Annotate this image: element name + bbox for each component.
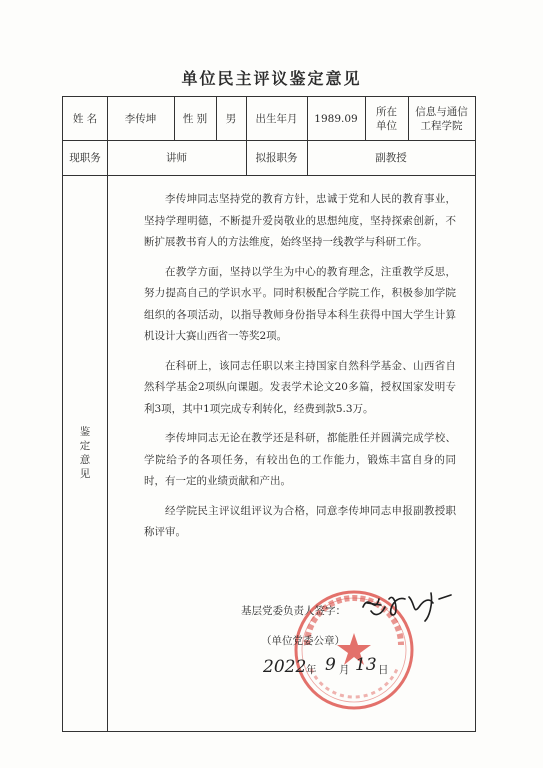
current-position-value: 讲师 (166, 151, 187, 164)
date-year: 2022 (263, 657, 307, 677)
gender-label: 性 别 (182, 112, 208, 125)
appraisal-body (144, 189, 456, 552)
appraisal-table (62, 96, 476, 732)
appraisal-paragraph: 在科研上，该同志任职以来主持国家自然科学基金、山西省自然科学基金2项纵向课题。发表学术论文20多篇，授权国家发明专利3项，其中1项完成专利转化，经费到款5.3万。 (144, 359, 456, 415)
appraisal-paragraph: 李传坤同志无论在教学还是科研，都能胜任并圆满完成学校、学院给予的各项任务，有较出色的工作能力，锻炼丰富自身的同时，有一定的业绩贡献和产出。 (144, 432, 456, 487)
appraisal-label: 鉴定意见 (79, 426, 91, 480)
unit-value: 信息与通信工程学院 (415, 105, 468, 132)
document-title: 单位民主评议鉴定意见 (181, 69, 362, 88)
row-divider (63, 175, 475, 176)
appraisal-paragraph: 李传坤同志坚持党的教育方针，忠诚于党和人民的教育事业，坚持学理明德，不断提升爱岗敬业的思想纯度，坚持探索创新，不断扩展教书育人的方法维度，始终坚持一线教学与科研工作。 (144, 193, 456, 248)
gender-value: 男 (225, 112, 237, 125)
birth-label: 出生年月 (255, 112, 298, 125)
date-month: 9 (325, 655, 336, 675)
current-position-label: 现职务 (69, 151, 101, 164)
appraisal-paragraph: 经学院民主评议组评议为合格，同意李传坤同志申报副教授职称评审。 (144, 504, 456, 538)
unit-label: 所在单位 (376, 105, 397, 132)
proposed-position-label: 拟报职务 (255, 151, 298, 164)
appraisal-paragraph: 在教学方面，坚持以学生为中心的教育理念，注重教学反思，努力提高自己的学识水平。同时积极配合学院工作，积极参加学院组织的各项活动，以指导教师身份指导本科生获得中国大学生计算机设计大赛山西省一等奖2项。 (144, 265, 456, 342)
proposed-position-value: 副教授 (375, 151, 407, 164)
signature-label: 基层党委负责人签字： (241, 605, 346, 617)
date-day-suffix: 日 (378, 664, 389, 676)
date-day: 13 (355, 655, 377, 675)
col-divider (107, 97, 108, 732)
birth-value: 1989.09 (314, 112, 358, 125)
date-month-suffix: 月 (339, 664, 350, 676)
name-label: 姓 名 (72, 112, 98, 125)
handwritten-signature (359, 585, 455, 625)
name-value: 李传坤 (124, 112, 157, 125)
date-year-suffix: 年 (306, 664, 317, 676)
seal-label: （单位党委公章） (261, 635, 345, 647)
